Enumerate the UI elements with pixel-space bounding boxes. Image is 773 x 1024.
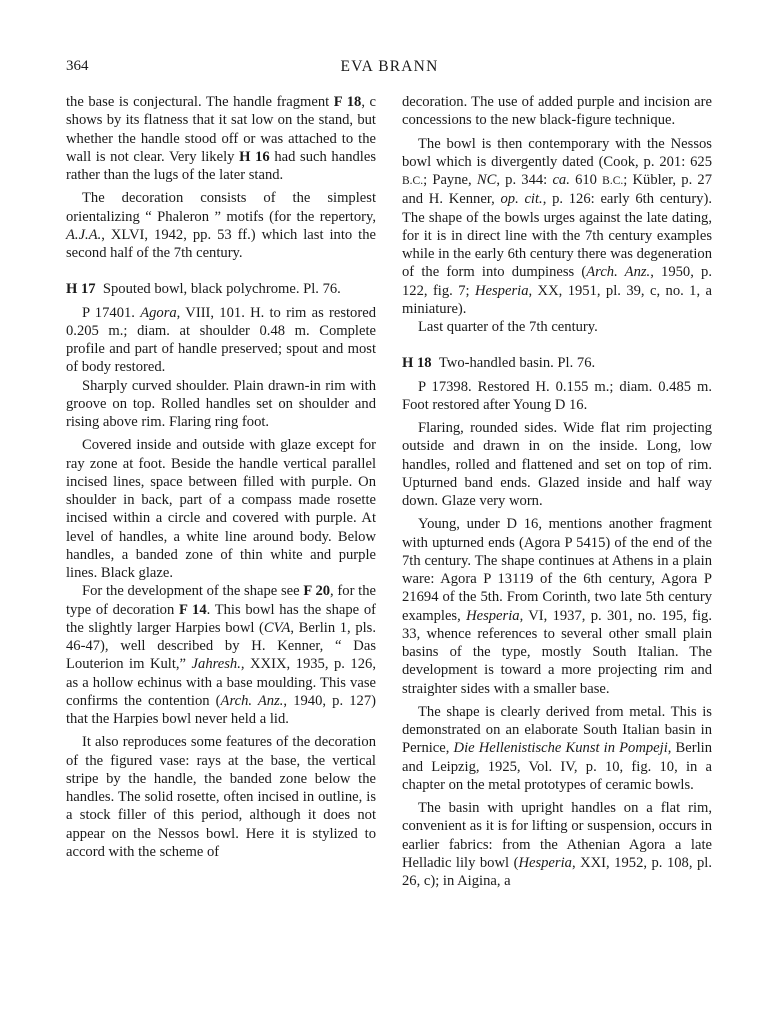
catalog-number: H 18 xyxy=(402,355,432,372)
page-number: 364 xyxy=(66,58,89,74)
paragraph: Flaring, rounded sides. Wide flat rim projecting outside and drawn in on the inside. Long, low handles, rolled and flattened and set on top of rim. Upturned band ends. Glazed inside and half way down. Glaze very worn. xyxy=(402,420,712,509)
paragraph: For the development of the shape see F 20, for the type of decoration F 14. This bowl has the shape of the slightly larger Harpies bowl (CVA, Berlin 1, pls. 46-47), well described by H. Kenner, “ Das Louterion im Kult,” Jahresh., XXIX, 1935, p. 126, as a hollow echinus with a base moulding. This vase confirms the contention (Arch. Anz., 1940, p. 127) that the Harpies bowl never held a lid. xyxy=(66,583,376,727)
paragraph: Covered inside and outside with glaze except for ray zone at foot. Beside the handle vertical parallel incised lines, space between filled with purple. On shoulder in back, part of a compass made rosette incised within a circle and covered with purple. At level of handles, a white line around body. Below handles, a banded zone of thin white and purple lines. Black glaze. xyxy=(66,437,376,581)
catalog-entry-heading xyxy=(402,354,712,372)
paragraph: Young, under D 16, mentions another fragment with upturned ends (Agora P 5415) of the end of the 7th century. The shape continues at Athens in a plain ware: Agora P 13119 of the 6th century, Agora P 21694 of the 5th. From Corinth, two late 5th century examples, Hesperia, VI, 1937, p. 301, no. 195, fig. 33, whence references to several other small plain basins of the type, mostly South Italian. The development is toward a more projecting rim and straighter sides with a smaller base. xyxy=(402,516,712,697)
paragraph: The shape is clearly derived from metal. This is demonstrated on an elaborate South Italian basin in Pernice, Die Hellenistische Kunst in Pompeji, Berlin and Leipzig, 1925, Vol. IV, p. 10, fig. 10, in a chapter on the metal prototypes of ceramic bowls. xyxy=(402,703,713,793)
catalog-title: Spouted bowl, black polychrome. Pl. 76. xyxy=(102,281,341,298)
paragraph: The basin with upright handles on a flat rim, convenient as it is for lifting or suspension, occurs in earlier fabrics: from the Athenian Agora a late Helladic lily bowl (Hesperia, XXI, 1952, p. 108, pl. 26, c); in Aigina, a xyxy=(402,800,712,889)
paragraph: Last quarter of the 7th century. xyxy=(418,319,598,335)
paragraph: P 17398. Restored H. 0.155 m.; diam. 0.485 m. Foot restored after Young D 16. xyxy=(402,378,712,413)
running-head: EVA BRANN xyxy=(340,58,439,75)
left-column xyxy=(66,93,376,861)
right-column xyxy=(402,93,712,890)
paragraph: P 17401. Agora, VIII, 101. H. to rim as restored 0.205 m.; diam. at shoulder 0.48 m. Complete profile and part of handle preserved; spout and most of body restored. xyxy=(66,304,376,376)
paragraph: It also reproduces some features of the decoration of the figured vase: rays at the base, the vertical stripe by the handle, the banded zone below the handles. The solid rosette, often incised in outline, is a stock filler of this period, although it does not appear on the Nessos bowl. Here it is stylized to accord with the scheme of xyxy=(66,734,376,860)
paragraph: The decoration consists of the simplest orientalizing “ Phaleron ” motifs (for the repertory, A.J.A., XLVI, 1942, pp. 53 ff.) which last into the second half of the 7th century. xyxy=(66,190,376,261)
paragraph: decoration. The use of added purple and incision are concessions to the new black-figure technique. xyxy=(402,94,712,129)
paragraph: the base is conjectural. The handle fragment F 18, c shows by its flatness that it sat low on the stand, but whether the handle stood off or was attached to the wall is not clear. Very likely H 16 had such handles rather than the lugs of the later stand. xyxy=(66,94,376,183)
paragraph: The bowl is then contemporary with the Nessos bowl which is divergently dated (Cook, p. 201: 625 B.C.; Payne, NC, p. 344: ca. 610 B.C.; Kübler, p. 27 and H. Kenner, op. cit., p. 126: early 6th century). The shape of the bowls urges against the late dating, for it is in direct line with the 7th century examples while in the early 6th century there was degeneration of the form into dumpiness (Arch. Anz., 1950, p. 122, fig. 7; Hesperia, XX, 1951, pl. 39, c, no. 1, a miniature). xyxy=(402,135,713,317)
catalog-title: Two-handled basin. Pl. 76. xyxy=(438,355,596,372)
catalog-entry-heading xyxy=(66,280,376,298)
page-header xyxy=(66,58,713,80)
catalog-reference: H 16 xyxy=(239,148,270,165)
catalog-number: H 17 xyxy=(66,281,96,298)
paragraph: Sharply curved shoulder. Plain drawn-in rim with groove on top. Rolled handles set on shoulder and rising above rim. Flaring ring foot. xyxy=(66,377,376,430)
catalog-reference: F 18 xyxy=(333,94,362,110)
